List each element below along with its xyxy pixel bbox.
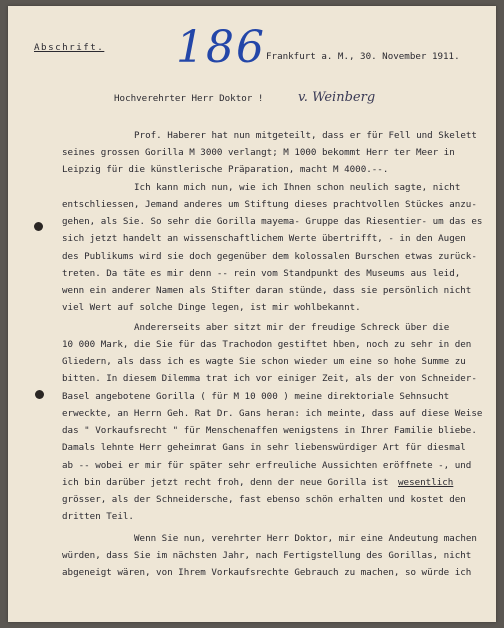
body-line: erweckte, an Herrn Geh. Rat Dr. Gans heran: ich meinte, dass auf diese Weise bbox=[62, 408, 483, 419]
body-line: 10 000 Mark, die Sie für das Trachodon gestiftet hben, noch zu sehr in den bbox=[62, 339, 472, 350]
body-line: Gliedern, als dass ich es wagte Sie schon wieder um eine so hohe Summe zu bbox=[62, 356, 466, 367]
body-line: viel Wert auf solche Dinge legen, ist mir wohlbekannt. bbox=[62, 302, 361, 313]
body-line: treten. Da täte es mir denn -- rein vom Standpunkt des Museums aus leid, bbox=[62, 268, 461, 279]
body-line: ab -- wobei er mir für später sehr erfreuliche Aussichten eröffnete -, und bbox=[62, 460, 472, 471]
punch-hole-top bbox=[34, 222, 43, 231]
body-line: Damals lehnte Herr geheimrat Gans in sehr liebenswürdiger Art für diesmal bbox=[62, 442, 466, 453]
underlined-word: wesentlich bbox=[398, 477, 454, 488]
body-line: Basel angebotene Gorilla ( für M 10 000 ) meine direktoriale Sehnsucht bbox=[62, 391, 450, 402]
place-date: Frankfurt a. M., 30. November 1911. bbox=[266, 51, 460, 62]
body-line: wenn ein anderer Namen als Stifter daran stünde, dass sie persönlich nicht bbox=[62, 285, 472, 296]
copy-label: Abschrift. bbox=[34, 42, 105, 53]
body-line: entschliessen, Jemand anderes um Stiftung dieses prachtvollen Stückes anzu- bbox=[62, 199, 477, 210]
handwritten-name: v. Weinberg bbox=[298, 90, 376, 105]
body-line: seines grossen Gorilla M 3000 verlangt; M 1000 bekommt Herr ter Meer in bbox=[62, 147, 455, 158]
body-line: des Publikums wird sie doch gegenüber dem kolossalen Burschen etwas zurück- bbox=[62, 251, 477, 262]
body-line: gehen, als Sie. So sehr die Gorilla mayema- Gruppe das Riesentier- um das es bbox=[62, 216, 483, 227]
body-line: abgeneigt wären, von Ihrem Vorkaufsrechte Gebrauch zu machen, so würde ich bbox=[62, 567, 472, 578]
body-line: Andererseits aber sitzt mir der freudige Schreck über die bbox=[134, 322, 450, 333]
body-line: bitten. In diesem Dilemma trat ich vor einiger Zeit, als der von Schneider- bbox=[62, 373, 477, 384]
body-line: sich jetzt handelt an wissenschaftlichem Werte übertrifft, - in den Augen bbox=[62, 233, 466, 244]
body-line: Wenn Sie nun, verehrter Herr Doktor, mir eine Andeutung machen bbox=[134, 533, 477, 544]
body-line: Ich kann mich nun, wie ich Ihnen schon neulich sagte, nicht bbox=[134, 182, 461, 193]
body-line: würden, dass Sie im nächsten Jahr, nach Fertigstellung des Gorillas, nicht bbox=[62, 550, 472, 561]
body-line: grösser, als der Schneidersche, fast ebenso schön erhalten und kostet den bbox=[62, 494, 466, 505]
body-line: das " Vorkaufsrecht " für Menschenaffen wenigstens in Ihrer Familie bliebe. bbox=[62, 425, 477, 436]
body-line: ich bin darüber jetzt recht froh, denn der neue Gorilla ist bbox=[62, 477, 389, 488]
body-line: Leipzig für die künstlerische Präparation, macht M 4000.--. bbox=[62, 164, 389, 175]
letter-page bbox=[8, 6, 496, 622]
handwritten-number: 186 bbox=[176, 22, 266, 73]
punch-hole-bottom bbox=[35, 390, 44, 399]
body-line: dritten Teil. bbox=[62, 511, 134, 522]
salutation: Hochverehrter Herr Doktor ! bbox=[114, 93, 264, 104]
body-line: Prof. Haberer hat nun mitgeteilt, dass er für Fell und Skelett bbox=[134, 130, 477, 141]
